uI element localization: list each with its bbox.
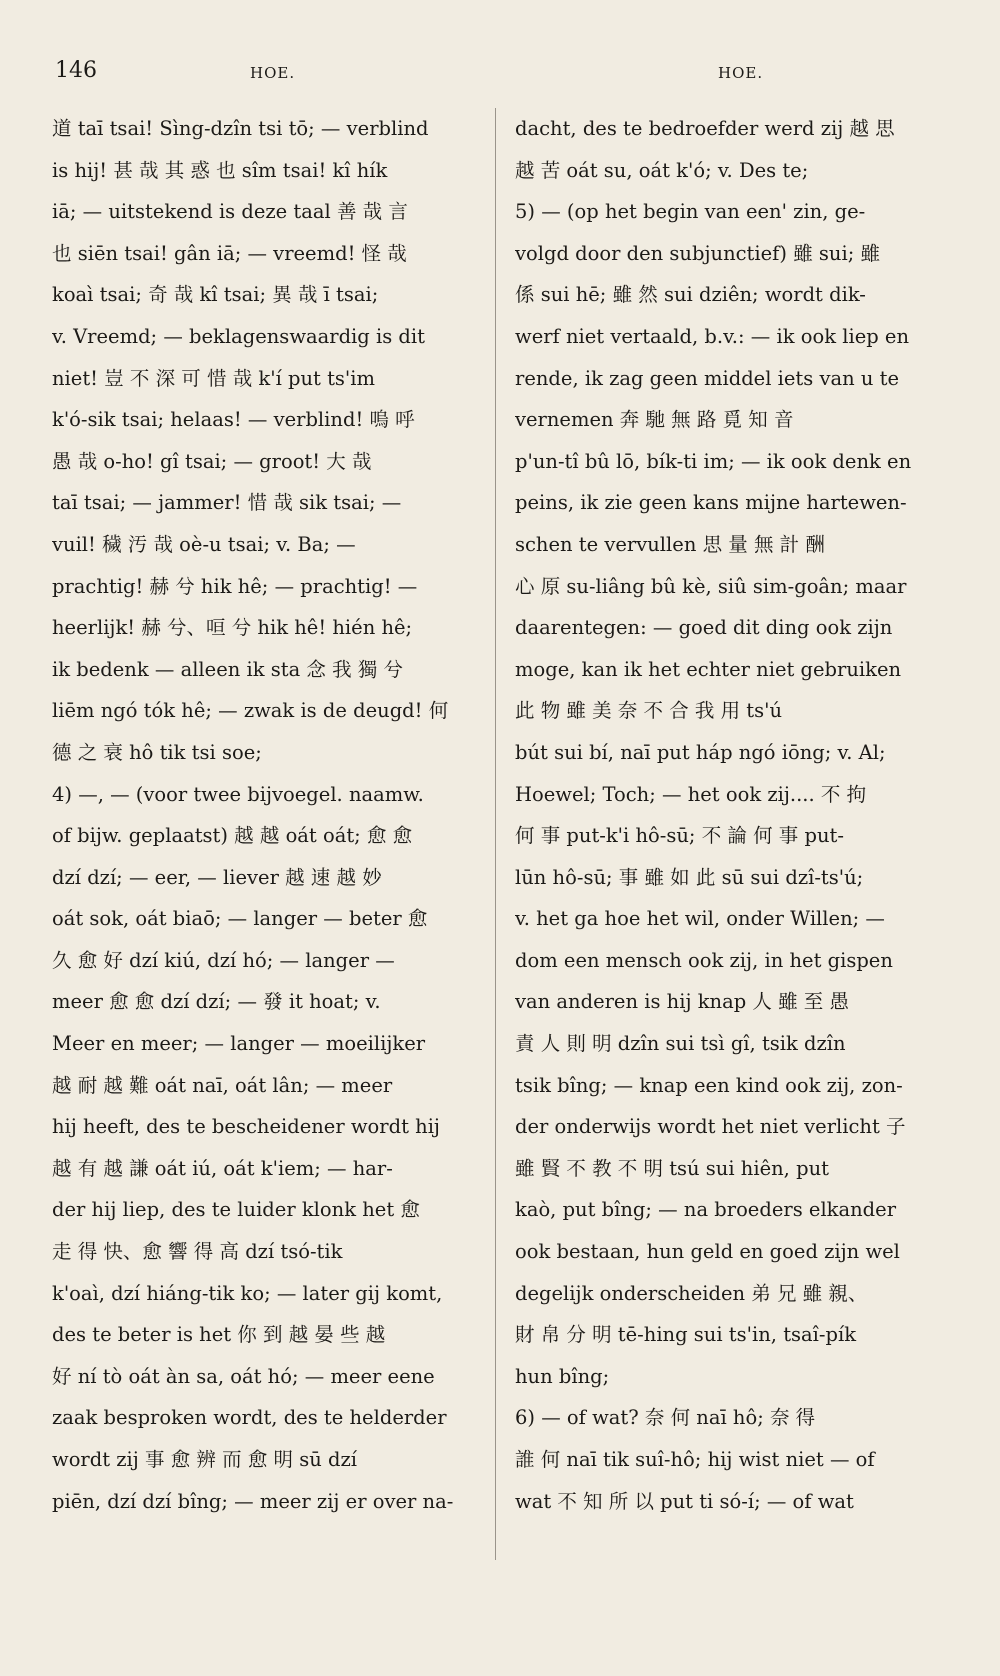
text-line: niet! 豈 不 深 可 惜 哉 k'í put ts'im — [52, 366, 376, 390]
text-line: 走 得 快、愈 響 得 高 dzí tsó-tik — [52, 1240, 343, 1264]
text-line: kaò, put bîng; — na broeders elkander — [515, 1198, 897, 1222]
text-line: 好 ní tò oát àn sa, oát hó; — meer eene — [52, 1364, 435, 1388]
text-line: 4) —, — (voor twee bijvoegel. naamw. — [52, 782, 424, 806]
text-line: der hij liep, des te luider klonk het 愈 — [52, 1198, 420, 1222]
text-line: 越 苦 oát su, oát k'ó; v. Des te; — [515, 158, 809, 182]
running-head-right: HOE. — [718, 64, 764, 82]
text-line: piēn, dzí dzí bîng; — meer zij er over na- — [52, 1489, 454, 1513]
text-line: meer 愈 愈 dzí dzí; — 發 it hoat; v. — [52, 990, 381, 1014]
text-line: 愚 哉 o-ho! gî tsai; — groot! 大 哉 — [52, 449, 372, 473]
right-column — [515, 108, 955, 1568]
page-header — [0, 58, 1000, 98]
text-line: 也 siēn tsai! gân iā; — vreemd! 怪 哉 — [52, 241, 407, 265]
text-line: werf niet vertaald, b.v.: — ik ook liep en — [515, 324, 910, 348]
text-line: schen te vervullen 思 量 無 計 酬 — [515, 532, 825, 556]
text-line: volgd door den subjunctief) 雖 sui; 雖 — [515, 241, 880, 265]
text-line: ook bestaan, hun geld en goed zijn wel — [515, 1240, 900, 1264]
text-line: wat 不 知 所 以 put ti só-í; — of wat — [515, 1489, 854, 1513]
text-line: is hij! 甚 哉 其 惑 也 sîm tsai! kî hík — [52, 158, 388, 182]
text-line: degelijk onderscheiden 弟 兄 雖 親、 — [515, 1281, 868, 1305]
left-column — [52, 108, 490, 1568]
text-line: 財 帛 分 明 tē-hing sui ts'in, tsaî-pík — [515, 1323, 857, 1347]
text-line: prachtig! 赫 兮 hik hê; — prachtig! — — [52, 574, 418, 598]
text-line: Hoewel; Toch; — het ook zij.... 不 拘 — [515, 782, 867, 806]
text-line: v. het ga hoe het wil, onder Willen; — — [515, 907, 885, 931]
text-line: lūn hô-sū; 事 雖 如 此 sū sui dzî-ts'ú; — [515, 865, 864, 889]
text-line: k'oaì, dzí hiáng-tik ko; — later gij komt, — [52, 1281, 443, 1305]
text-line: 6) — of wat? 奈 何 naī hô; 奈 得 — [515, 1406, 816, 1430]
text-line: bút sui bí, naī put háp ngó iōng; v. Al; — [515, 740, 886, 764]
text-line: des te beter is het 你 到 越 晏 些 越 — [52, 1323, 386, 1347]
running-head-left: HOE. — [250, 64, 296, 82]
text-line: moge, kan ik het echter niet gebruiken — [515, 657, 902, 681]
text-line: Meer en meer; — langer — moeilijker — [52, 1032, 426, 1056]
text-line: zaak besproken wordt, des te helderder — [52, 1406, 447, 1430]
text-line: v. Vreemd; — beklagenswaardig is dit — [52, 324, 425, 348]
text-line: daarentegen: — goed dit ding ook zijn — [515, 616, 893, 640]
text-line: 係 sui hē; 雖 然 sui dziên; wordt dik- — [515, 283, 866, 307]
text-line: oát sok, oát biaō; — langer — beter 愈 — [52, 907, 428, 931]
text-line: heerlijk! 赫 兮、咺 兮 hik hê! hién hê; — [52, 616, 413, 640]
text-line: ik bedenk — alleen ik sta 念 我 獨 兮 — [52, 657, 404, 681]
text-line: 雖 賢 不 教 不 明 tsú sui hiên, put — [515, 1156, 829, 1180]
text-line: iā; — uitstekend is deze taal 善 哉 言 — [52, 200, 408, 224]
text-line: 誰 何 naī tik suî-hô; hij wist niet — of — [515, 1448, 875, 1471]
text-line: 越 有 越 謙 oát iú, oát k'iem; — har- — [52, 1156, 393, 1180]
text-line: dom een mensch ook zij, in het gispen — [515, 948, 893, 972]
text-line: wordt zij 事 愈 辨 而 愈 明 sū dzí — [52, 1448, 357, 1471]
text-line: dacht, des te bedroefder werd zij 越 思 — [515, 117, 895, 140]
text-line: tsik bîng; — knap een kind ook zij, zon- — [515, 1073, 903, 1097]
text-line: rende, ik zag geen middel iets van u te — [515, 366, 900, 390]
text-line: k'ó-sik tsai; helaas! — verblind! 嗚 呼 — [52, 408, 415, 432]
text-line: 責 人 則 明 dzîn sui tsì gî, tsik dzîn — [515, 1032, 846, 1056]
text-line: dzí dzí; — eer, — liever 越 速 越 妙 — [52, 865, 382, 889]
text-line: koaì tsai; 奇 哉 kî tsai; 異 哉 ī tsai; — [52, 283, 379, 307]
text-line: 道 taī tsai! Sìng-dzîn tsi tō; — verblind — [52, 117, 429, 140]
text-line: van anderen is hij knap 人 雖 至 愚 — [515, 990, 849, 1014]
text-line: p'un-tî bû lō, bík-ti im; — ik ook denk en — [515, 449, 912, 473]
text-line: 此 物 雖 美 奈 不 合 我 用 ts'ú — [515, 699, 783, 723]
text-line: 心 原 su-liâng bû kè, siû sim-goân; maar — [515, 574, 907, 598]
column-divider — [495, 108, 496, 1560]
text-line: 德 之 衰 hô tik tsi soe; — [52, 740, 262, 764]
text-line: hij heeft, des te bescheidener wordt hij — [52, 1115, 440, 1139]
text-line: 越 耐 越 難 oát naī, oát lân; — meer — [52, 1073, 393, 1097]
text-line: of bijw. geplaatst) 越 越 oát oát; 愈 愈 — [52, 824, 413, 848]
text-line: 何 事 put-k'i hô-sū; 不 論 何 事 put- — [515, 824, 844, 848]
text-line: vuil! 穢 汚 哉 oè-u tsai; v. Ba; — — [52, 532, 356, 556]
text-line: hun bîng; — [515, 1364, 610, 1388]
text-line: vernemen 奔 馳 無 路 覓 知 音 — [515, 408, 794, 432]
text-line: 久 愈 好 dzí kiú, dzí hó; — langer — — [52, 948, 395, 972]
text-line: 5) — (op het begin van een' zin, ge- — [515, 200, 866, 224]
text-line: taī tsai; — jammer! 惜 哉 sik tsai; — — [52, 491, 402, 515]
page-number: 146 — [55, 58, 97, 83]
text-line: peins, ik zie geen kans mijne hartewen- — [515, 491, 907, 515]
text-line: der onderwijs wordt het niet verlicht 子 — [515, 1115, 906, 1139]
text-line: liēm ngó tók hê; — zwak is de deugd! 何 — [52, 699, 449, 723]
